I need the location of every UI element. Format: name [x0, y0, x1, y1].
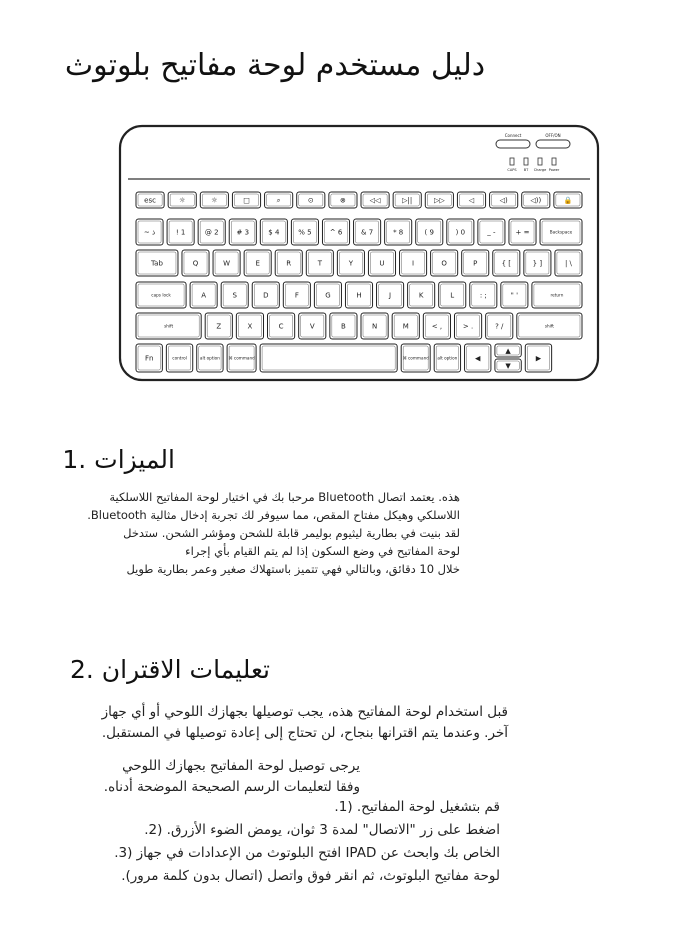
keyboard-key-label: L [450, 291, 455, 300]
keyboard-key-label: A [201, 291, 207, 300]
keyboard-key-label: ◁ [468, 196, 475, 205]
pairing-heading: تعليمات الاقتران .2 [70, 655, 270, 684]
pairing-intro-line: آخر. وعندما يتم اقترانها بنجاح، لن تحتاج إلى إعادة توصيلها في المستقبل. [101, 725, 508, 741]
keyboard-key-label: C [278, 322, 284, 331]
pairing-step: الخاص بك وابحث عن IPAD افتح البلوتوث من الإعدادات في جهاز (3. [114, 845, 500, 861]
pairing-intro-line: قبل استخدام لوحة المفاتيح هذه، يجب توصيلها بجهازك اللوحي أو أي جهاز [101, 704, 508, 720]
keyboard-key-label: | \ [564, 259, 572, 268]
keyboard-key-label: F [294, 291, 299, 300]
keyboard-key-label: ) 0 [455, 228, 466, 237]
keyboard-key-label: ◁) [499, 196, 508, 205]
keyboard-key-label: Y [348, 259, 354, 268]
keyboard-key-label: Z [216, 322, 222, 331]
keyboard-key-label: & 7 [361, 228, 374, 237]
keyboard-key-label: P [473, 259, 478, 268]
keyboard-key-label: S [232, 291, 237, 300]
keyboard-key-label: H [356, 291, 362, 300]
keyboard-key-label: alt option [199, 355, 220, 361]
keyboard-key-label: } ] [532, 259, 543, 268]
keyboard-key-label: B [341, 322, 346, 331]
keyboard-key-label: V [309, 322, 315, 331]
keyboard-key-label: ▲ [505, 346, 511, 355]
features-paragraph [60, 488, 460, 578]
pairing-follow-line: وفقا لتعليمات الرسم الصحيحة الموضحة أدناه. [103, 779, 360, 795]
keyboard-key-label: ⌘ command [228, 355, 255, 361]
keyboard-key-label: R [286, 259, 292, 268]
keyboard-key-label: K [418, 291, 424, 300]
pairing-follow-line: يرجى توصيل لوحة المفاتيح بجهازك اللوحي [122, 758, 360, 774]
features-line: لقد بنيت في بطارية ليثيوم بوليمر قابلة للشحن ومؤشر الشحن. ستدخل [123, 526, 460, 540]
keyboard-key-label: $ 4 [268, 228, 280, 237]
keyboard-key-label: Tab [151, 259, 163, 268]
keyboard-key-label: ▷▷ [433, 196, 445, 205]
keyboard-key-label: esc [144, 196, 156, 205]
pairing-step: قم بتشغيل لوحة المفاتيح. (1. [334, 799, 500, 815]
indicator-light [510, 158, 514, 165]
keyboard-key-label: ⊗ [339, 196, 346, 205]
keyboard-key-label: D [263, 291, 269, 300]
connect-label: Connect [504, 133, 522, 138]
keyboard-key-label: return [550, 292, 564, 298]
keyboard-key-label: J [389, 291, 392, 300]
keyboard-key-label: ⌘ command [402, 355, 429, 361]
keyboard-key-label: " ' [510, 291, 519, 300]
keyboard-key-label: U [379, 259, 385, 268]
keyboard-key-label: ~ ذ [143, 228, 156, 237]
keyboard-key-label: W [223, 259, 231, 268]
keyboard-key-label: _ - [487, 228, 496, 237]
keyboard-key-label: Fn [144, 354, 154, 363]
indicator-light [552, 158, 556, 165]
keyboard-key-label: ! 1 [175, 228, 186, 237]
keyboard-key-label: : ; [479, 291, 487, 300]
keyboard-key-label: ⌕ [276, 196, 281, 205]
keyboard-key-label: ▷|| [402, 196, 413, 205]
page-title: دليل مستخدم لوحة مفاتيح بلوتوث [64, 48, 486, 83]
keyboard-key [260, 344, 397, 372]
power-switch [536, 140, 570, 148]
keyboard-key-label: shift [164, 323, 174, 329]
keyboard-key-label: O [441, 259, 447, 268]
features-line: خلال 10 دقائق، وبالتالي فهي تتميز باستهلاك صغير وعمر بطارية طويل [126, 562, 460, 576]
features-line: اللاسلكي وهيكل مفتاح المقص، مما سيوفر لك تجربة إدخال مثالية Bluetooth. [87, 508, 460, 522]
keyboard-illustration [118, 124, 600, 382]
keyboard-key-label: I [412, 259, 415, 268]
keyboard-key-label: ◁)) [530, 196, 542, 205]
keyboard-key-label: ( 9 [424, 228, 434, 237]
keyboard-key-label: alt option [437, 355, 458, 361]
keyboard-key-label: ? / [495, 322, 504, 331]
features-heading: الميزات .1 [62, 445, 175, 474]
pairing-steps [60, 796, 500, 888]
pairing-step: اضغط على زر "الاتصال" لمدة 3 ثوان، يومض الضوء الأزرق. (2. [144, 822, 500, 838]
keyboard-key-label: ⊙ [307, 196, 314, 205]
keyboard-key-label: # 3 [236, 228, 250, 237]
keyboard-key-label: + = [515, 228, 530, 237]
indicator-label: Power [548, 168, 560, 172]
keyboard-key-label: ◀ [475, 354, 481, 363]
keyboard-key-label: T [317, 259, 322, 268]
connect-button [496, 140, 530, 148]
keyboard-key-label: % 5 [298, 228, 312, 237]
indicator-light [538, 158, 542, 165]
power-label: OFF/ON [545, 133, 561, 138]
keyboard-key-label: ^ 6 [329, 228, 343, 237]
keyboard-key-label: E [255, 259, 260, 268]
pairing-follow [60, 756, 360, 798]
keyboard-key-label: ▼ [505, 361, 511, 370]
keyboard-key-label: N [371, 322, 378, 331]
keyboard-key-label: ☼ [179, 196, 186, 205]
keyboard-key-label: □ [243, 196, 250, 205]
keyboard-key-label: ◁◁ [369, 196, 381, 205]
features-line: هذه. يعتمد اتصال Bluetooth مرحبا بك في اختيار لوحة المفاتيح اللاسلكية [109, 490, 460, 504]
keyboard-key-label: < , [431, 322, 443, 331]
keyboard-key-label: @ 2 [204, 228, 219, 237]
keyboard-key-label: X [247, 322, 253, 331]
keyboard-key-label: shift [544, 323, 554, 329]
keyboard-key-label: control [172, 355, 187, 361]
keyboard-key-label: Backspace [549, 229, 573, 235]
keyboard-key-label: ▶ [535, 354, 542, 363]
features-line: لوحة المفاتيح في وضع السكون إذا لم يتم القيام بأي إجراء [185, 544, 460, 558]
indicator-label: Charge [533, 168, 547, 172]
keyboard-key-label: { [ [501, 259, 512, 268]
keyboard-key-label: * 8 [393, 228, 404, 237]
pairing-intro [60, 702, 508, 744]
pairing-step: لوحة مفاتيح البلوتوث، ثم انقر فوق واتصل (اتصال بدون كلمة مرور). [121, 868, 500, 884]
indicator-light [524, 158, 528, 165]
keyboard-key-label: > . [462, 322, 474, 331]
keyboard-key-label: 🔒 [563, 196, 573, 205]
keyboard-key-label: caps lock [151, 292, 171, 298]
keyboard-key-label: G [325, 291, 331, 300]
keyboard-key-label: M [402, 322, 409, 331]
keyboard-key-label: ☼ [211, 196, 218, 205]
indicator-label: CAPS [507, 168, 517, 172]
keyboard-key-label: Q [192, 259, 199, 268]
indicator-label: BT [523, 168, 529, 172]
